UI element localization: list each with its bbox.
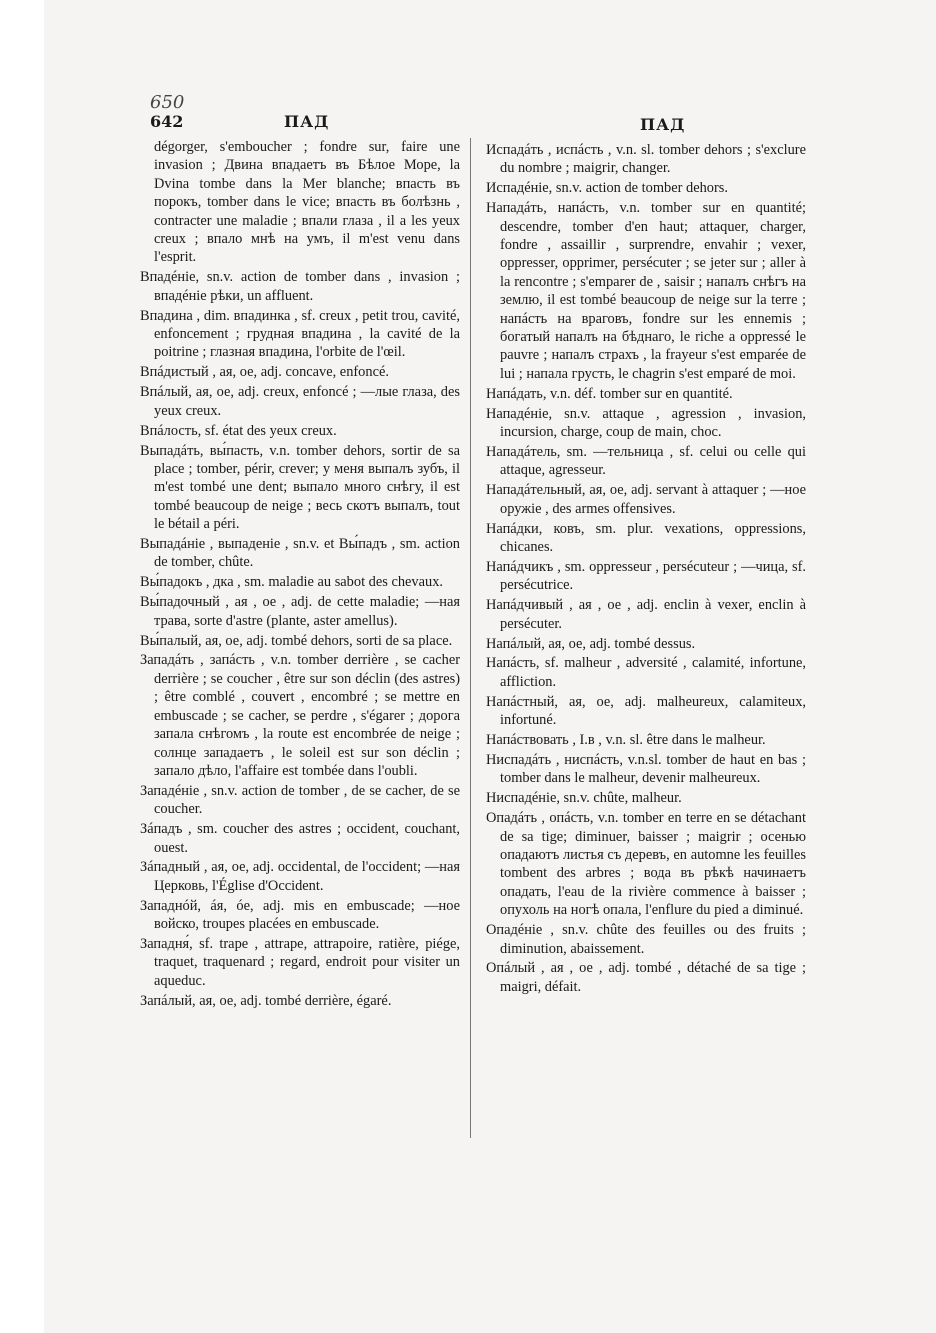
- dictionary-entry: Нападéніе, sn.v. attaque , agression , invasion, incursion, charge, coup de main, choc.: [486, 405, 806, 441]
- dictionary-entry: Нападáть, напáсть, v.n. tomber sur en quantité; descendre, tomber d'en haut; attaquer, charger, fondre , assaillir , surprendre, envahir ; vexer, oppresser, opprimer, persécuter ; se jeter sur ; aller à la rencontre ; s'emparer de , saisir ; напалъ снѣгъ на землю, il est tombé beaucoup de neige sur la terre ; напáсть на враговъ, fondre sur les ennemis ; богатый напалъ на бѣднаго, le riche a oppressé le pauvre ; напалъ страхъ , la frayeur s'est emparée de lui ; напала грусть, le chagrin s'est emparé de moi.: [486, 200, 806, 382]
- dictionary-entry: Вы́палый, ая, ое, adj. tombé dehors, sorti de sa place.: [140, 632, 453, 649]
- dictionary-entry: Опадéніе , sn.v. chûte des feuilles ou des fruits ; diminution, abaissement.: [486, 922, 806, 957]
- dictionary-entry: Испадáть , испáсть , v.n. sl. tomber dehors ; s'exclure du nombre ; maigrir, changer.: [486, 142, 806, 177]
- dictionary-entry: Напáдчикъ , sm. oppresseur , persécuteur ; —чица, sf. persécutrice.: [486, 558, 806, 594]
- dictionary-entry: Напáдать, v.n. déf. tomber sur en quantité.: [486, 385, 733, 402]
- dictionary-entry: Напáствовать , I.в , v.n. sl. être dans le malheur.: [486, 732, 766, 749]
- dictionary-entry: Испадéніе, sn.v. action de tomber dehors.: [486, 180, 728, 197]
- dictionary-entry: Западня́, sf. trape , attrape, attrapoire, ratière, piége, traquet, traquenard ; regard, endroit pour visiter un aqueduc.: [140, 936, 460, 989]
- dictionary-entry: Впадина , dim. впадинка , sf. creux , petit trou, cavité, enfoncement ; грудная впадина , la cavité de la poitrine ; глазная впадина, l'orbite de l'œil.: [140, 307, 460, 361]
- dictionary-entry: Ниспадéніе, sn.v. chûte, malheur.: [486, 790, 682, 807]
- dictionary-entry: Выпадáть, вы́пасть, v.n. tomber dehors, sortir de sa place ; tomber, périr, crever; у меня выпалъ зубъ, il m'est tombé une dent; выпало много снѣгу, il est tombé beaucoup de neige ; весь скотъ выпалъ, tout le bétail a péri.: [140, 442, 460, 533]
- dictionary-entry: Напáсть, sf. malheur , adversité , calamité, infortune, affliction.: [486, 655, 806, 690]
- dictionary-entry: Западнóй, áя, óе, adj. mis en embuscade; —ное войско, troupes placées en embuscade.: [140, 897, 460, 933]
- dictionary-entry: Вы́падокъ , дка , sm. maladie au sabot des chevaux.: [140, 574, 443, 591]
- dictionary-entry: Опадáть , опáсть, v.n. tomber en terre en se détachant de sa tige; diminuer, baisser ; maigrir ; осенью опадаютъ листья съ деревъ, en automne les feuilles tombent des arbres ; вода въ рѣкѣ начинаетъ опадать, l'eau de la rivière commence à baisser ; опухоль на ногѣ опала, l'enflure du pied a diminué.: [486, 810, 806, 919]
- continued-entry: dégorger, s'emboucher ; fondre sur, faire une invasion ; Двина впадаетъ въ Бѣлое Море, la Dvina tombe dans la Mer blanche; впасть въ порокъ, tomber dans le vice; впасть въ болѣзнь , contracter une maladie ; впали глаза , il a les yeux creux ; впало мнѣ на умъ, il m'est venu dans l'esprit.: [154, 139, 460, 266]
- dictionary-entry: Опáлый , ая , ое , adj. tombé , détaché de sa tige ; maigri, défait.: [486, 960, 806, 995]
- left-guide-word: ПАД: [284, 112, 330, 131]
- dictionary-entry: Нападáтель, sm. —тельница , sf. celui ou celle qui attaque, agresseur.: [486, 444, 806, 479]
- dictionary-entry: Впáлость, sf. état des yeux creux.: [140, 422, 337, 439]
- page-number: 642: [150, 112, 184, 131]
- dictionary-entry: Ниспадáть , ниспáсть, v.n.sl. tomber de haut en bas ; tomber dans le malheur, devenir malheureux.: [486, 752, 806, 787]
- dictionary-entry: Впáлый, ая, ое, adj. creux, enfoncé ; —лые глаза, des yeux creux.: [140, 384, 460, 419]
- dictionary-entry: Напáстный, ая, ое, adj. malheureux, calamiteux, infortuné.: [486, 693, 806, 729]
- dictionary-entry: Зáпадъ , sm. coucher des astres ; occident, couchant, ouest.: [140, 821, 460, 856]
- dictionary-entry: Впадéніе, sn.v. action de tomber dans , invasion ; впадéніе рѣки, un affluent.: [140, 269, 460, 304]
- dictionary-entry: Нападáтельный, ая, ое, adj. servant à attaquer ; —ное оружіе , des armes offensives.: [486, 482, 806, 517]
- right-guide-word: ПАД: [640, 115, 686, 134]
- dictionary-entry: Западéніе , sn.v. action de tomber , de se cacher, de se coucher.: [140, 782, 460, 818]
- handwritten-page-number: 650: [150, 92, 185, 113]
- dictionary-entry: Запáлый, ая, ое, adj. tombé derrière, égaré.: [140, 992, 392, 1009]
- dictionary-entry: Выпадáніе , выпаденіе , sn.v. et Вы́падъ , sm. action de tomber, chûte.: [140, 536, 460, 571]
- dictionary-entry: Западáть , запáсть , v.n. tomber derrière , se cacher derrière ; se coucher , être sur son déclin (des astres) ; être comblé , couvert , encombré ; se mettre en embuscade ; se cacher, se perdre , s'égarer ; дорога запала снѣгомъ , la route est encombrée de neige ; солнце западаетъ , le soleil est sur son déclin ; запало дѣло, l'affaire est tombée dans l'oubli.: [140, 652, 460, 779]
- dictionary-entry: Впáдистый , ая, ое, adj. concave, enfoncé.: [140, 364, 389, 381]
- left-column: [140, 138, 460, 1012]
- dictionary-entry: Вы́падочный , ая , ое , adj. de cette maladie; —ная трава, sorte d'astre (plante, aster amellus).: [140, 594, 460, 629]
- dictionary-entry: Зáпадный , ая, ое, adj. occidental, de l'occident; —ная Церковь, l'Église d'Occident.: [140, 859, 460, 894]
- dictionary-entry: Напáдки, ковъ, sm. plur. vexations, oppressions, chicanes.: [486, 520, 806, 556]
- dictionary-entry: Напáлый, ая, ое, adj. tombé dessus.: [486, 635, 696, 652]
- right-column: [486, 141, 806, 998]
- column-divider: [470, 138, 471, 1138]
- dictionary-entry: Напáдчивый , ая , ое , adj. enclin à vexer, enclin à persécuter.: [486, 597, 806, 632]
